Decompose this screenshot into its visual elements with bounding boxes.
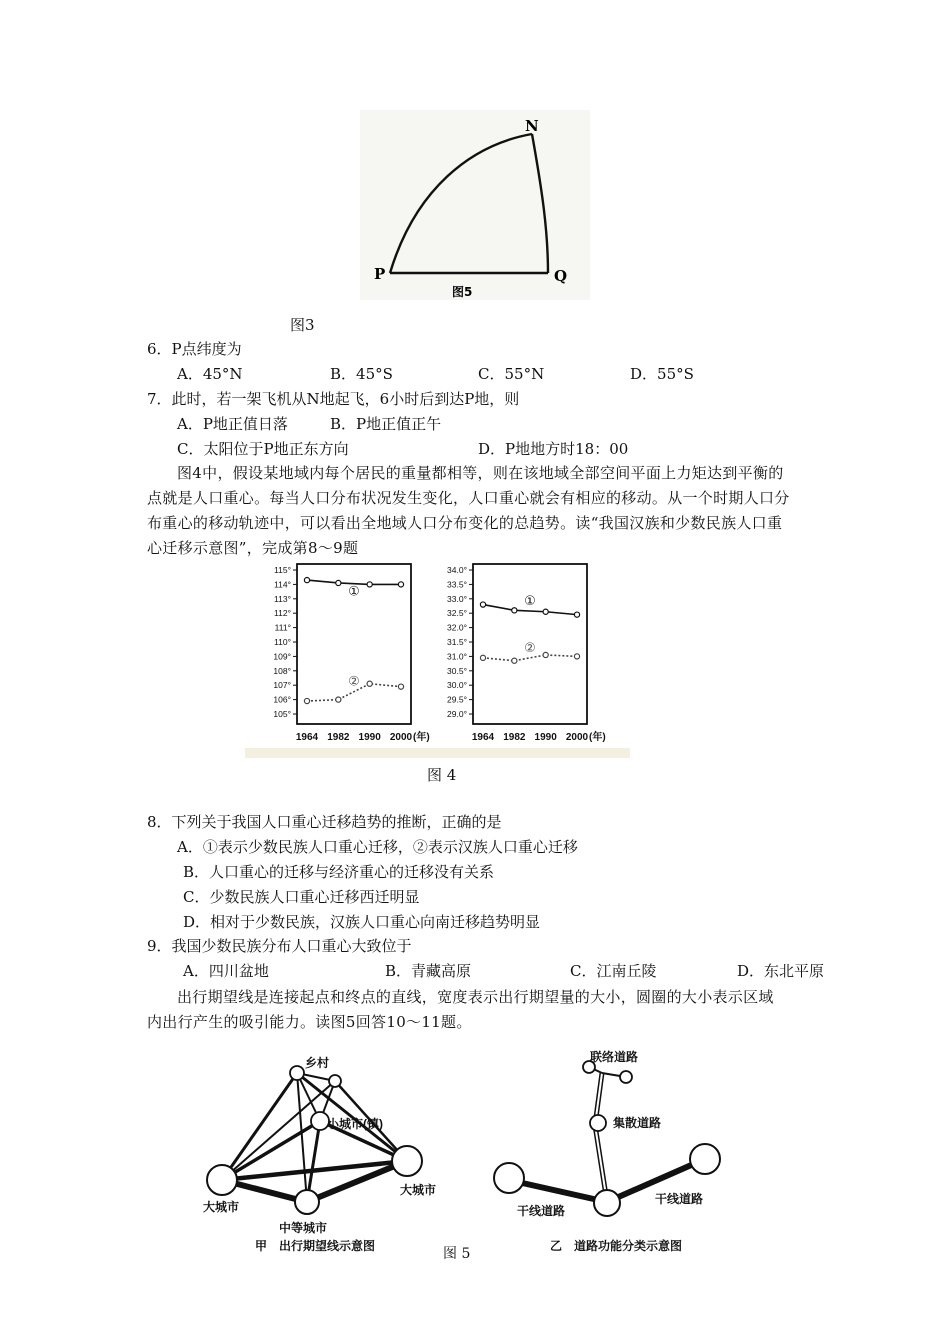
figure5-left: [203, 1055, 436, 1253]
q9-option-d: D．东北平原: [737, 962, 825, 980]
x-axis-unit: (年): [589, 732, 606, 743]
node-medium-city: [295, 1190, 319, 1214]
y-tick-label: 32.5°: [447, 608, 467, 619]
q6-option-b: B．45°S: [330, 365, 393, 383]
intro-fig5-line-2: 内出行产生的吸引能力。读图5回答10～11题。: [147, 1013, 472, 1031]
label-big-city-right: 大城市: [400, 1183, 437, 1197]
label-p: P: [374, 265, 386, 283]
q9-option-c: C．江南丘陵: [570, 962, 657, 980]
x-tick-label: 1990: [534, 732, 557, 743]
figure5-diagram: [195, 1045, 740, 1265]
intro-fig4-line-2: 点就是人口重心。每当人口分布状况发生变化，人口重心就会有相应的移动。从一个时期人口分: [147, 489, 790, 507]
y-tick-label: 110°: [274, 637, 291, 647]
intro-fig5: [147, 985, 867, 1035]
data-point: [367, 681, 372, 686]
node-trunk-right: [690, 1144, 720, 1174]
q8-option-b: B．人口重心的迁移与经济重心的迁移没有关系: [183, 863, 495, 881]
data-point: [304, 698, 309, 703]
data-point: [512, 658, 517, 663]
label-n: N: [525, 117, 539, 135]
series-label: ①: [348, 583, 360, 599]
label-medium-city: 中等城市: [279, 1221, 328, 1235]
node-collector: [590, 1115, 606, 1131]
q7-option-a: A．P地正值日落: [177, 415, 288, 433]
q8-option-c: C．少数民族人口重心迁移西迁明显: [183, 888, 420, 906]
q6-option-d: D．55°S: [630, 365, 694, 383]
label-q: Q: [554, 267, 568, 285]
figure5-caption: 图 5: [443, 1246, 471, 1262]
node-big-city-right: [392, 1146, 422, 1176]
y-tick-label: 34.0°: [447, 565, 467, 575]
x-axis-unit: (年): [413, 732, 430, 743]
intro-fig4-line-3: 布重心的移动轨迹中，可以看出全地域人口分布变化的总趋势。读“我国汉族和少数民族人口重: [147, 514, 783, 532]
q7-stem: 7．此时，若一架飞机从N地起飞，6小时后到达P地，则: [147, 390, 520, 408]
data-point: [574, 654, 579, 659]
data-point: [367, 582, 372, 587]
x-tick-label: 1990: [358, 732, 381, 743]
data-point: [543, 652, 548, 657]
q7-option-b: B．P地正值正午: [330, 415, 442, 433]
x-tick-label: 1964: [295, 732, 319, 743]
data-point: [398, 582, 403, 587]
q8-option-a: A．①表示少数民族人口重心迁移，②表示汉族人口重心迁移: [177, 838, 578, 856]
y-tick-label: 112°: [274, 608, 291, 619]
intro-fig4-line-1: 图4中，假设某地域内每个居民的重量都相等，则在该地域全部空间平面上力矩达到平衡的: [177, 464, 784, 482]
data-point: [543, 609, 548, 614]
y-tick-label: 106°: [273, 694, 291, 705]
figure4-caption: 图 4: [427, 766, 457, 784]
q9-option-a: A．四川盆地: [183, 962, 269, 980]
q9-option-b: B．青藏高原: [385, 962, 472, 980]
label-trunk-left: 干线道路: [517, 1204, 566, 1218]
node-link-2: [620, 1071, 632, 1083]
y-tick-label: 108°: [273, 665, 291, 676]
label-link-road: 联络道路: [590, 1050, 639, 1064]
caption-left: 甲 出行期望线示意图: [255, 1239, 376, 1253]
data-point: [336, 580, 341, 585]
y-tick-label: 29.5°: [447, 694, 467, 705]
data-point: [512, 608, 517, 613]
y-tick-label: 105°: [273, 709, 291, 719]
y-tick-label: 33.5°: [447, 579, 467, 590]
node-trunk-center: [594, 1190, 620, 1216]
q9-stem: 9．我国少数民族分布人口重心大致位于: [147, 937, 412, 955]
caption-right: 乙 道路功能分类示意图: [550, 1239, 683, 1253]
y-tick-label: 31.0°: [447, 651, 467, 662]
series-label: ②: [524, 639, 536, 655]
y-tick-label: 115°: [274, 565, 291, 575]
y-tick-label: 29.0°: [447, 709, 467, 719]
data-point: [480, 655, 485, 660]
y-tick-label: 31.5°: [447, 637, 467, 647]
label-collector-road: 集散道路: [613, 1116, 662, 1130]
y-tick-label: 113°: [274, 593, 291, 604]
data-point: [480, 602, 485, 607]
y-tick-label: 30.0°: [447, 680, 467, 691]
q6-stem: 6．P点纬度为: [147, 340, 242, 358]
figure3-caption: 图3: [290, 316, 315, 334]
label-village: 乡村: [305, 1056, 330, 1070]
y-tick-label: 30.5°: [447, 665, 467, 676]
intro-fig5-line-1: 出行期望线是连接起点和终点的直线，宽度表示出行期望量的大小，圆圈的大小表示区域: [177, 988, 774, 1006]
label-figure-partial: 图5: [452, 285, 473, 299]
node-trunk-left: [494, 1163, 524, 1193]
node-village: [290, 1066, 304, 1080]
label-big-city-left: 大城市: [203, 1200, 240, 1214]
series-label: ②: [348, 673, 360, 689]
x-tick-label: 1982: [503, 732, 526, 743]
data-point: [336, 697, 341, 702]
y-tick-label: 111°: [274, 622, 291, 633]
label-trunk-right: 干线道路: [655, 1192, 704, 1206]
q8-option-d: D．相对于少数民族，汉族人口重心向南迁移趋势明显: [183, 913, 541, 931]
x-tick-label: 1964: [471, 732, 495, 743]
node-village-2: [329, 1075, 341, 1087]
label-small-city: 小城市(镇): [327, 1117, 383, 1131]
q7-option-d: D．P地地方时18：00: [478, 440, 629, 458]
figure3-diagram: [360, 110, 590, 300]
x-tick-label: 2000: [565, 732, 589, 743]
x-tick-label: 1982: [327, 732, 350, 743]
data-point: [574, 612, 579, 617]
desire-line: [222, 1073, 297, 1180]
y-tick-label: 114°: [274, 579, 291, 590]
data-point: [304, 577, 309, 582]
q7-option-c: C．太阳位于P地正东方向: [177, 440, 349, 458]
intro-fig4-line-4: 心迁移示意图”，完成第8～9题: [147, 539, 359, 557]
intro-fig4: [147, 461, 867, 561]
node-big-city-left: [207, 1165, 237, 1195]
series-label: ①: [524, 593, 536, 609]
figure4-charts: [245, 558, 630, 758]
y-tick-label: 107°: [273, 680, 291, 691]
y-tick-label: 32.0°: [447, 622, 467, 633]
y-tick-label: 33.0°: [447, 593, 467, 604]
y-tick-label: 109°: [273, 651, 291, 662]
q6-option-a: A．45°N: [177, 365, 243, 383]
q8-stem: 8．下列关于我国人口重心迁移趋势的推断，正确的是: [147, 813, 502, 831]
q6-option-c: C．55°N: [478, 365, 545, 383]
figure5-right: [494, 1049, 720, 1253]
x-tick-label: 2000: [389, 732, 413, 743]
data-point: [398, 684, 403, 689]
